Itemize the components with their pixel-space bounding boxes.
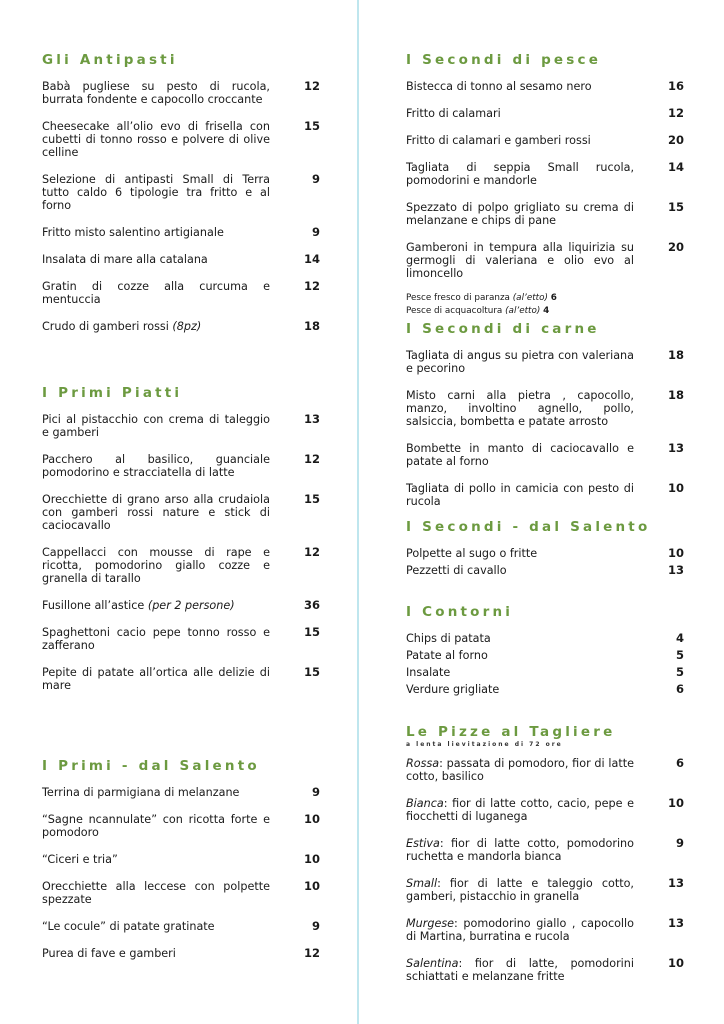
menu-item <box>42 453 320 479</box>
item-name <box>406 241 634 280</box>
item-name-text: Fusillone all’astice <box>42 599 148 612</box>
item-price: 12 <box>667 106 684 120</box>
item-name-italic: Bianca <box>406 797 444 810</box>
menu-item <box>42 413 320 439</box>
menu-item <box>406 957 684 983</box>
item-name <box>42 853 270 866</box>
item-name-text: Pici al pistacchio con crema di taleggio e gamberi <box>42 413 270 439</box>
item-name-text: Purea di fave e gamberi <box>42 947 176 960</box>
item-name-text: Tagliata di angus su pietra con valeriana e pecorino <box>406 349 634 375</box>
menu-item <box>42 80 320 106</box>
section-primi-salento <box>42 758 320 974</box>
item-name <box>42 226 270 239</box>
item-name-text: : fior di latte e taleggio cotto, gamberi, pistacchio in granella <box>406 877 634 903</box>
note-line <box>406 292 684 305</box>
item-price: 15 <box>667 200 684 214</box>
section-heading: I Primi - dal Salento <box>42 758 260 774</box>
menu-item <box>42 546 320 585</box>
note-price: 6 <box>550 293 557 303</box>
item-name <box>406 666 634 679</box>
menu-item <box>406 349 684 375</box>
item-name <box>42 80 270 106</box>
menu-item <box>406 241 684 280</box>
item-price: 13 <box>667 876 684 890</box>
item-name-text: “Ciceri e tria” <box>42 853 118 866</box>
item-price: 14 <box>303 252 320 266</box>
item-name <box>42 947 270 960</box>
menu-item <box>42 320 320 333</box>
item-price: 5 <box>675 665 684 679</box>
item-name-text: : fior di latte cotto, pomodorino ruchetta e mandorla bianca <box>406 837 634 863</box>
item-name <box>406 957 634 983</box>
item-price: 9 <box>311 785 320 799</box>
menu-item <box>42 120 320 159</box>
menu-item <box>42 599 320 612</box>
item-price: 10 <box>303 879 320 893</box>
item-name <box>406 649 634 662</box>
menu-item <box>42 173 320 212</box>
menu-item <box>42 920 320 933</box>
item-name-text: Polpette al sugo o fritte <box>406 547 538 560</box>
item-name-text: Orecchiette alla leccese con polpette spezzate <box>42 880 270 906</box>
item-price: 18 <box>667 388 684 402</box>
item-name-text: Verdure grigliate <box>406 683 500 696</box>
item-name <box>42 320 270 333</box>
section-heading: Le Pizze al Tagliere <box>406 724 616 740</box>
menu-item <box>42 253 320 266</box>
item-name-text: Terrina di parmigiana di melanzane <box>42 786 240 799</box>
menu-item <box>42 666 320 692</box>
item-name <box>42 626 270 652</box>
item-name <box>42 413 270 439</box>
item-name-text: Fritto di calamari e gamberi rossi <box>406 134 591 147</box>
item-price: 10 <box>303 812 320 826</box>
menu-item <box>406 482 684 508</box>
item-name <box>406 917 634 943</box>
menu-item <box>406 632 684 645</box>
item-price: 20 <box>667 240 684 254</box>
item-name <box>42 880 270 906</box>
item-price: 6 <box>675 682 684 696</box>
notes <box>406 292 684 318</box>
item-price: 15 <box>303 625 320 639</box>
item-name-text: : pomodorino giallo , capocollo di Martina, burratina e rucola <box>406 917 634 943</box>
item-name <box>406 161 634 187</box>
item-name <box>406 547 634 560</box>
item-price: 9 <box>675 836 684 850</box>
item-name <box>42 453 270 479</box>
item-name <box>406 201 634 227</box>
item-price: 4 <box>675 631 684 645</box>
note-price: 4 <box>543 306 550 316</box>
section-contorni <box>406 604 684 700</box>
item-name-text: : fior di latte, pomodorini schiattati e melanzane fritte <box>406 957 634 983</box>
menu-item <box>406 547 684 560</box>
section-secondi-salento <box>406 519 684 581</box>
item-name <box>406 564 634 577</box>
item-price: 9 <box>311 172 320 186</box>
item-name <box>406 80 634 93</box>
item-name-text: Gratin di cozze alla curcuma e mentuccia <box>42 280 270 306</box>
item-name <box>406 632 634 645</box>
menu-item <box>406 389 684 428</box>
item-name-text: Spaghettoni cacio pepe tonno rosso e zafferano <box>42 626 270 652</box>
item-price: 10 <box>303 852 320 866</box>
item-name-text: Orecchiette di grano arso alla crudaiola con gamberi rossi nature e stick di caciocavallo <box>42 493 270 532</box>
item-name <box>42 280 270 306</box>
item-price: 13 <box>667 563 684 577</box>
item-name <box>406 683 634 696</box>
menu-item <box>42 947 320 960</box>
menu-item <box>406 666 684 679</box>
item-name <box>406 134 634 147</box>
item-name <box>42 786 270 799</box>
item-name-text: Fritto misto salentino artigianale <box>42 226 224 239</box>
item-name-text: Cappellacci con mousse di rape e ricotta, pomodorino giallo cozze e granella di tarallo <box>42 546 270 585</box>
menu-item <box>406 107 684 120</box>
menu-item <box>406 442 684 468</box>
item-price: 12 <box>303 79 320 93</box>
item-name-italic: Rossa <box>406 757 440 770</box>
column-divider <box>357 0 359 1024</box>
item-name-text: Patate al forno <box>406 649 488 662</box>
item-name <box>406 797 634 823</box>
item-price: 12 <box>303 946 320 960</box>
item-price: 14 <box>667 160 684 174</box>
item-name-text: Babà pugliese su pesto di rucola, burrata fondente e capocollo croccante <box>42 80 270 106</box>
menu-item <box>406 917 684 943</box>
item-price: 12 <box>303 452 320 466</box>
item-name <box>42 599 270 612</box>
menu-item <box>406 797 684 823</box>
item-name-italic: (8pz) <box>172 320 202 333</box>
item-name-text: Selezione di antipasti Small di Terra tutto caldo 6 tipologie tra fritto e al forno <box>42 173 270 212</box>
item-name <box>42 813 270 839</box>
menu-item <box>42 626 320 652</box>
item-name-text: Insalata di mare alla catalana <box>42 253 208 266</box>
item-name-italic: (per 2 persone) <box>147 599 235 612</box>
item-price: 9 <box>311 225 320 239</box>
item-name <box>406 389 634 428</box>
menu-item <box>406 80 684 93</box>
item-price: 15 <box>303 119 320 133</box>
menu-item <box>406 564 684 577</box>
item-name-text: Tagliata di pollo in camicia con pesto di rucola <box>406 482 634 508</box>
menu-item <box>42 226 320 239</box>
item-price: 10 <box>667 546 684 560</box>
item-name <box>406 757 634 783</box>
menu-item <box>42 853 320 866</box>
item-name-text: Pepite di patate all’ortica alle delizie di mare <box>42 666 270 692</box>
menu-item <box>406 757 684 783</box>
menu-item <box>406 683 684 696</box>
section-heading: I Primi Piatti <box>42 385 183 401</box>
menu-item <box>406 649 684 662</box>
item-name-italic: Small <box>406 877 438 890</box>
item-name <box>42 120 270 159</box>
item-price: 10 <box>667 956 684 970</box>
item-name-text: Insalate <box>406 666 451 679</box>
item-name-italic: Murgese <box>406 917 455 930</box>
item-name-text: : fior di latte cotto, cacio, pepe e fiocchetti di luganega <box>406 797 634 823</box>
item-name-text: : passata di pomodoro, fior di latte cotto, basilico <box>406 757 634 783</box>
item-name-text: Cheesecake all’olio evo di frisella con cubetti di tonno rosso e polvere di olive celline <box>42 120 270 159</box>
section-subtitle: a lenta lievitazione di 72 ore <box>406 741 563 748</box>
section-heading: I Secondi di carne <box>406 321 600 337</box>
section-carne <box>406 321 684 522</box>
note-unit: (al’etto) <box>512 293 548 303</box>
menu-item <box>406 201 684 227</box>
item-name-italic: Estiva <box>406 837 440 850</box>
item-price: 13 <box>667 441 684 455</box>
item-name-text: Fritto di calamari <box>406 107 501 120</box>
item-name <box>406 442 634 468</box>
menu-item <box>42 493 320 532</box>
item-name-text: “Sagne ncannulate” con ricotta forte e pomodoro <box>42 813 270 839</box>
item-name <box>42 173 270 212</box>
item-name <box>406 107 634 120</box>
item-price: 18 <box>303 319 320 333</box>
item-price: 10 <box>667 796 684 810</box>
item-price: 5 <box>675 648 684 662</box>
item-price: 13 <box>303 412 320 426</box>
menu-item <box>406 161 684 187</box>
note-text: Pesce fresco di paranza <box>406 293 513 303</box>
menu-item <box>42 786 320 799</box>
section-heading: Gli Antipasti <box>42 52 178 68</box>
item-price: 12 <box>303 545 320 559</box>
item-name <box>42 493 270 532</box>
item-price: 10 <box>667 481 684 495</box>
item-name-text: Bombette in manto di caciocavallo e patate al forno <box>406 442 634 468</box>
item-price: 36 <box>303 598 320 612</box>
item-name-text: Chips di patata <box>406 632 491 645</box>
item-price: 15 <box>303 665 320 679</box>
item-price: 9 <box>311 919 320 933</box>
menu-item <box>42 280 320 306</box>
item-name <box>406 877 634 903</box>
item-name <box>406 349 634 375</box>
item-price: 16 <box>667 79 684 93</box>
item-name <box>42 546 270 585</box>
section-heading: I Contorni <box>406 604 514 620</box>
section-heading: I Secondi di pesce <box>406 52 602 68</box>
note-unit: (al’etto) <box>505 306 541 316</box>
item-name <box>42 253 270 266</box>
item-name-text: Crudo di gamberi rossi <box>42 320 173 333</box>
item-price: 6 <box>675 756 684 770</box>
section-heading: I Secondi - dal Salento <box>406 519 651 535</box>
item-name-text: Tagliata di seppia Small rucola, pomodorini e mandorle <box>406 161 634 187</box>
item-price: 12 <box>303 279 320 293</box>
note-text: Pesce di acquacoltura <box>406 306 506 316</box>
section-pesce <box>406 52 684 318</box>
item-name-italic: Salentina <box>406 957 459 970</box>
item-price: 18 <box>667 348 684 362</box>
menu-item <box>406 877 684 903</box>
section-pizze <box>406 724 684 997</box>
item-name-text: Misto carni alla pietra , capocollo, manzo, involtino agnello, pollo, salsiccia, bombetta e patate arrosto <box>406 389 634 428</box>
item-name-text: Pezzetti di cavallo <box>406 564 507 577</box>
menu-item <box>406 837 684 863</box>
item-price: 13 <box>667 916 684 930</box>
item-name <box>406 837 634 863</box>
item-name-text: Gamberoni in tempura alla liquirizia su germogli di valeriana e olio evo al limoncello <box>406 241 634 280</box>
item-name-text: “Le cocule” di patate gratinate <box>42 920 215 933</box>
menu-item <box>42 880 320 906</box>
section-antipasti <box>42 52 320 347</box>
menu-item <box>42 813 320 839</box>
item-name-text: Spezzato di polpo grigliato su crema di melanzane e chips di pane <box>406 201 634 227</box>
item-name <box>42 666 270 692</box>
note-line <box>406 305 684 318</box>
item-name <box>406 482 634 508</box>
item-name <box>42 920 270 933</box>
item-price: 20 <box>667 133 684 147</box>
menu-item <box>406 134 684 147</box>
item-name-text: Bistecca di tonno al sesamo nero <box>406 80 592 93</box>
item-price: 15 <box>303 492 320 506</box>
section-primi <box>42 385 320 706</box>
item-name-text: Pacchero al basilico, guanciale pomodorino e stracciatella di latte <box>42 453 270 479</box>
